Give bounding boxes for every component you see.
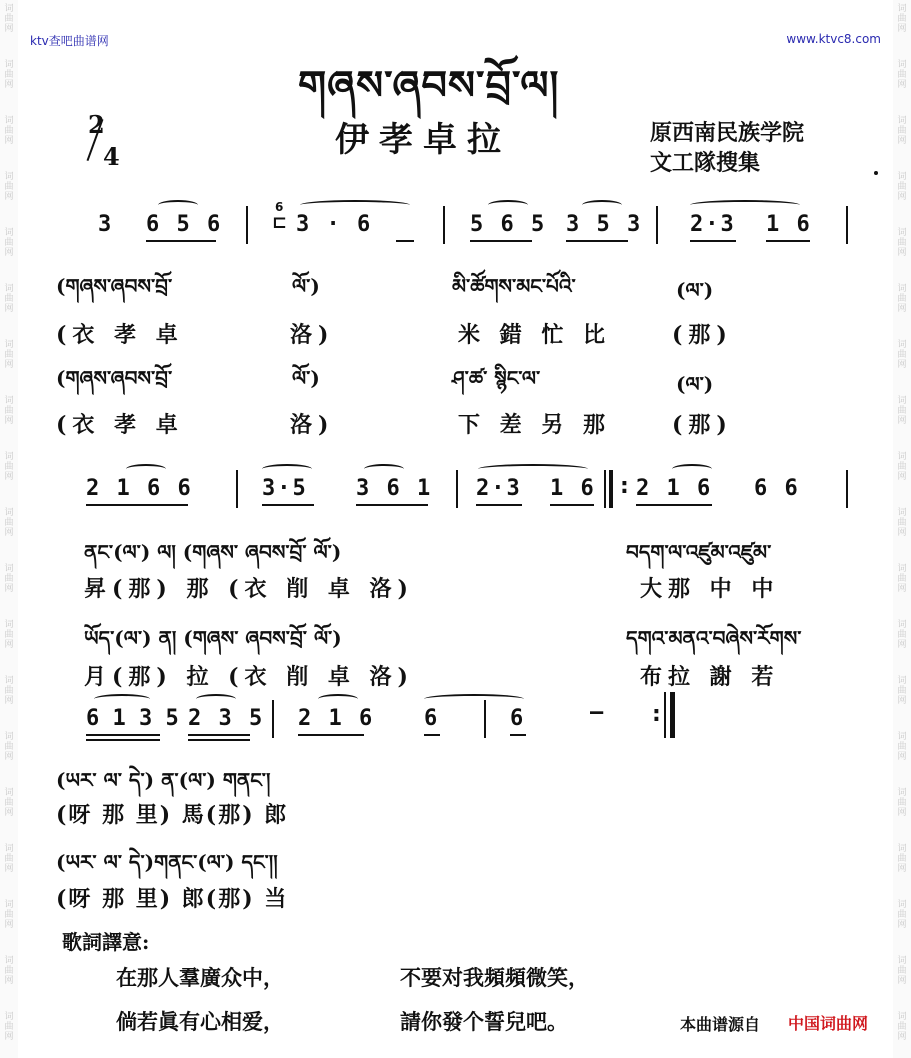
margin-watermark-char: 网	[4, 24, 14, 34]
margin-watermark-char: 网	[4, 528, 14, 538]
margin-watermark-char: 曲	[897, 518, 907, 528]
lyric-tibetan: ལོ་)	[292, 274, 320, 298]
beam	[470, 240, 532, 242]
slur	[672, 464, 712, 474]
margin-watermark-char: 曲	[897, 910, 907, 920]
margin-watermark-char: 词	[4, 116, 14, 126]
beam	[424, 734, 440, 736]
margin-watermark-char: 曲	[897, 798, 907, 808]
note-group: 2·3	[476, 476, 522, 501]
barline	[846, 470, 848, 508]
credit-dot	[874, 171, 878, 175]
repeat-end-barline	[670, 692, 675, 738]
margin-watermark-char: 词	[897, 284, 907, 294]
credit-line-1: 原西南民族学院	[650, 120, 805, 146]
lyric-tibetan: (ལ་)	[676, 278, 714, 302]
margin-watermark-char: 曲	[4, 1022, 14, 1032]
lyric-tibetan: (ཡར་ ལ་ དེ་) ན་(ལ་) གནང་།	[56, 768, 271, 792]
slur	[582, 200, 622, 210]
margin-watermark-char: 词	[4, 340, 14, 350]
repeat-start-barline	[609, 470, 613, 508]
margin-watermark-char: 词	[4, 676, 14, 686]
margin-watermark-char: 词	[897, 172, 907, 182]
margin-watermark-char: 网	[4, 808, 14, 818]
margin-watermark-char: 网	[897, 304, 907, 314]
lyric-chinese: 下 差 另 那	[458, 412, 611, 438]
barline	[236, 470, 238, 508]
margin-watermark-char: 词	[4, 60, 14, 70]
note-group: 2 1 6	[298, 706, 375, 731]
margin-watermark-char: 词	[897, 396, 907, 406]
beam	[396, 240, 414, 242]
margin-watermark-char: 网	[4, 1032, 14, 1042]
lyric-tibetan: (ཡར་ ལ་ དེ་)གནང་(ལ་) དང་།།	[56, 850, 278, 874]
margin-watermark-char: 词	[4, 732, 14, 742]
margin-watermark-char: 曲	[4, 686, 14, 696]
credit-line-2: 文工隊搜集	[650, 150, 761, 176]
repeat-dots-icon: :	[652, 702, 661, 727]
margin-watermark-char: 曲	[4, 966, 14, 976]
margin-watermark-char: 曲	[4, 238, 14, 248]
margin-watermark-char: 词	[897, 956, 907, 966]
watermark-left: ktv查吧曲谱网	[30, 34, 109, 48]
grace-note: 6	[275, 200, 284, 214]
lyric-tibetan: (ལ་)	[676, 372, 714, 396]
margin-watermark-char: 曲	[4, 294, 14, 304]
margin-watermark-char: 网	[4, 752, 14, 762]
lyric-tibetan: ལོ་)	[292, 366, 320, 390]
note-group: 2·3	[690, 212, 736, 237]
margin-watermark-char: 词	[897, 228, 907, 238]
margin-watermark-char: 网	[4, 360, 14, 370]
beam	[566, 240, 628, 242]
beam	[86, 739, 160, 741]
lyric-chinese: 昇(那) 那 (衣 削 卓 洛)	[84, 576, 414, 602]
lyric-chinese: 布拉 謝 若	[640, 664, 780, 690]
margin-watermark-char: 曲	[4, 70, 14, 80]
slur	[262, 464, 312, 474]
margin-watermark-char: 曲	[897, 14, 907, 24]
margin-watermark-char: 词	[897, 340, 907, 350]
margin-watermark-char: 曲	[4, 910, 14, 920]
repeat-end-barline	[664, 692, 666, 738]
margin-watermark-char: 网	[897, 472, 907, 482]
margin-watermark-char: 网	[897, 24, 907, 34]
margin-watermark-char: 曲	[897, 238, 907, 248]
lyric-chinese: 洛)	[290, 322, 335, 348]
margin-watermark-char: 网	[4, 192, 14, 202]
margin-watermark-char: 网	[4, 416, 14, 426]
margin-watermark-char: 曲	[897, 406, 907, 416]
tie	[300, 200, 410, 210]
barline	[846, 206, 848, 244]
margin-watermark-char: 网	[4, 920, 14, 930]
margin-watermark-char: 曲	[897, 742, 907, 752]
margin-watermark-char: 词	[897, 676, 907, 686]
margin-watermark-char: 网	[897, 696, 907, 706]
source-label: 本曲谱源自	[680, 1015, 761, 1034]
time-signature-top: 2	[88, 110, 105, 139]
translation-line: 倘若眞有心相爱，	[116, 1009, 284, 1034]
margin-watermark-char: 词	[4, 900, 14, 910]
margin-watermark-char: 曲	[4, 518, 14, 528]
margin-watermark-char: 网	[4, 640, 14, 650]
margin-watermark-char: 词	[897, 1012, 907, 1022]
margin-watermark-char: 词	[4, 4, 14, 14]
margin-watermark-char: 网	[4, 584, 14, 594]
margin-watermark-char: 词	[4, 508, 14, 518]
margin-watermark-char: 网	[4, 248, 14, 258]
translation-heading: 歌詞譯意:	[62, 930, 150, 954]
margin-watermark-char: 词	[4, 956, 14, 966]
margin-watermark-char: 网	[897, 360, 907, 370]
tie	[424, 694, 524, 704]
lyric-chinese: (那)	[672, 412, 733, 438]
margin-watermark-char: 词	[4, 228, 14, 238]
margin-watermark-char: 网	[897, 976, 907, 986]
lyric-tibetan: (གཞས་ཞབས་བྲོ་	[56, 366, 173, 390]
note-group: 1 6	[766, 212, 812, 237]
margin-watermark-char: 曲	[4, 182, 14, 192]
lyric-tibetan: ཤ་ཚ་ སྙིང་ལ་	[452, 366, 541, 390]
margin-watermark-char: 网	[897, 416, 907, 426]
lyric-chinese: (衣 孝 卓	[56, 412, 184, 438]
lyric-tibetan: དགའ་མནའ་བཞེས་རོགས་	[626, 626, 802, 650]
translation-line: 在那人羣廣众中，	[116, 965, 284, 990]
note-group: 3	[98, 212, 114, 237]
margin-watermark-char: 曲	[4, 126, 14, 136]
tie	[478, 464, 588, 474]
slur	[196, 694, 236, 704]
margin-watermark-char: 曲	[4, 854, 14, 864]
lyric-tibetan: མི་ཚོགས་མང་པོའི་	[452, 274, 576, 298]
margin-watermark-char: 网	[897, 136, 907, 146]
note-group: 3·5	[262, 476, 308, 501]
note-group: 6 5 6	[146, 212, 223, 237]
note-group: 3 5 3	[566, 212, 643, 237]
note-group: 1 6	[550, 476, 596, 501]
margin-watermark-char: 曲	[897, 574, 907, 584]
barline	[272, 700, 274, 738]
margin-watermark-char: 网	[4, 976, 14, 986]
barline	[246, 206, 248, 244]
margin-watermark-char: 网	[4, 304, 14, 314]
time-signature-bottom: 4	[103, 142, 120, 171]
margin-watermark-char: 词	[897, 732, 907, 742]
note-group: 2 1 6	[636, 476, 713, 501]
beam	[298, 734, 364, 736]
beam	[766, 240, 810, 242]
note-group: 6	[424, 706, 440, 731]
beam	[188, 734, 250, 736]
note-group: 6 6	[754, 476, 800, 501]
margin-watermark-char: 词	[4, 1012, 14, 1022]
margin-watermark-char: 曲	[4, 406, 14, 416]
margin-watermark-char: 网	[897, 248, 907, 258]
note-group: 6 1 3 5	[86, 706, 179, 731]
margin-watermark-char: 词	[897, 844, 907, 854]
margin-watermark-char: 曲	[897, 70, 907, 80]
margin-watermark-char: 词	[897, 788, 907, 798]
margin-watermark-char: 词	[4, 172, 14, 182]
margin-watermark-char: 词	[897, 452, 907, 462]
lyric-chinese: 洛)	[290, 412, 335, 438]
margin-watermark-char: 词	[4, 788, 14, 798]
watermark-right: www.ktvc8.com	[786, 32, 881, 46]
source-site-link[interactable]: 中国词曲网	[788, 1014, 869, 1033]
margin-watermark-char: 曲	[897, 126, 907, 136]
margin-watermark-char: 网	[4, 136, 14, 146]
margin-watermark-char: 网	[897, 640, 907, 650]
margin-watermark-char: 网	[4, 80, 14, 90]
margin-watermark-char: 词	[897, 620, 907, 630]
margin-watermark-char: 网	[4, 472, 14, 482]
translation-line: 不要对我頻頻微笑，	[400, 965, 589, 990]
barline	[656, 206, 658, 244]
margin-watermark-char: 词	[897, 116, 907, 126]
lyric-chinese: (那)	[672, 322, 733, 348]
margin-watermark-char: 词	[4, 284, 14, 294]
repeat-dots-icon: :	[620, 474, 629, 499]
beam	[636, 504, 712, 506]
margin-watermark-char: 曲	[897, 630, 907, 640]
note-group: 3 · 6	[296, 212, 373, 237]
beam	[262, 504, 314, 506]
translation-line: 請你發个誓兒吧。	[400, 1009, 568, 1034]
note-group: 5 6 5	[470, 212, 547, 237]
slur	[158, 200, 198, 210]
lyric-chinese: (呀 那 里) 馬(那) 郎	[56, 802, 289, 828]
margin-watermark-char: 网	[897, 1032, 907, 1042]
beam	[188, 739, 250, 741]
margin-watermark-char: 曲	[4, 742, 14, 752]
repeat-start-barline	[604, 470, 606, 508]
margin-watermark-char: 词	[4, 452, 14, 462]
beam	[146, 240, 216, 242]
tie	[690, 200, 800, 210]
beam	[476, 504, 522, 506]
barline	[484, 700, 486, 738]
margin-watermark-char: 词	[897, 508, 907, 518]
margin-watermark-char: 曲	[897, 350, 907, 360]
tibetan-title: གཞས་ཞབས་བྲོ་ལ།	[298, 62, 560, 109]
barline	[443, 206, 445, 244]
beam	[690, 240, 736, 242]
lyric-tibetan: ནང་(ལ་) ལ། (གཞས་ ཞབས་བྲོ་ ལོ་)	[84, 540, 342, 564]
lyric-tibetan: ཡོད་(ལ་) ན། (གཞས་ ཞབས་བྲོ་ ལོ་)	[84, 626, 342, 650]
lyric-chinese: (呀 那 里) 郎(那) 当	[56, 886, 289, 912]
margin-watermark-char: 网	[897, 752, 907, 762]
note-group: 2 3 5	[188, 706, 265, 731]
margin-watermark-char: 词	[897, 900, 907, 910]
lyric-tibetan: (གཞས་ཞབས་བྲོ་	[56, 274, 173, 298]
beam	[86, 734, 160, 736]
margin-watermark-char: 曲	[4, 350, 14, 360]
margin-watermark-char: 曲	[897, 854, 907, 864]
margin-watermark-char: 词	[4, 844, 14, 854]
slur	[94, 694, 150, 704]
margin-watermark-char: 网	[4, 864, 14, 874]
right-margin-watermark	[893, 0, 911, 1058]
margin-watermark-char: 网	[897, 864, 907, 874]
slur	[318, 694, 358, 704]
dash-note: —	[590, 700, 606, 725]
beam	[510, 734, 526, 736]
note-group: 2 1 6 6	[86, 476, 193, 501]
barline	[456, 470, 458, 508]
beam	[550, 504, 594, 506]
left-margin-watermark	[0, 0, 18, 1058]
margin-watermark-char: 曲	[897, 294, 907, 304]
margin-watermark-char: 曲	[897, 966, 907, 976]
lyric-chinese: 米 錯 忙 比	[458, 322, 611, 348]
margin-watermark-char: 曲	[897, 462, 907, 472]
margin-watermark-char: 网	[897, 80, 907, 90]
lyric-chinese: 大那 中 中	[640, 576, 780, 602]
margin-watermark-char: 曲	[4, 462, 14, 472]
lyric-tibetan: བདག་ལ་འཛུམ་འཛུམ་	[626, 540, 772, 564]
page-title: 伊孝卓拉	[335, 120, 511, 160]
note-group: 3 6 1	[356, 476, 433, 501]
margin-watermark-char: 曲	[4, 798, 14, 808]
margin-watermark-char: 网	[897, 920, 907, 930]
margin-watermark-char: 词	[4, 396, 14, 406]
margin-watermark-char: 曲	[897, 1022, 907, 1032]
margin-watermark-char: 网	[897, 528, 907, 538]
slur	[364, 464, 404, 474]
slur	[488, 200, 528, 210]
note-group: 6	[510, 706, 526, 731]
margin-watermark-char: 词	[4, 620, 14, 630]
margin-watermark-char: 词	[4, 564, 14, 574]
beam	[86, 504, 188, 506]
margin-watermark-char: 网	[897, 192, 907, 202]
margin-watermark-char: 曲	[897, 686, 907, 696]
margin-watermark-char: 网	[897, 808, 907, 818]
margin-watermark-char: 曲	[4, 14, 14, 24]
margin-watermark-char: 网	[897, 584, 907, 594]
margin-watermark-char: 词	[897, 4, 907, 14]
lyric-chinese: (衣 孝 卓	[56, 322, 184, 348]
slur	[126, 464, 166, 474]
margin-watermark-char: 网	[4, 696, 14, 706]
margin-watermark-char: 词	[897, 60, 907, 70]
margin-watermark-char: 曲	[4, 630, 14, 640]
margin-watermark-char: 曲	[897, 182, 907, 192]
grace-hook-icon: ⊏	[272, 212, 288, 233]
margin-watermark-char: 词	[897, 564, 907, 574]
lyric-chinese: 月(那) 拉 (衣 削 卓 洛)	[84, 664, 414, 690]
beam	[356, 504, 428, 506]
margin-watermark-char: 曲	[4, 574, 14, 584]
